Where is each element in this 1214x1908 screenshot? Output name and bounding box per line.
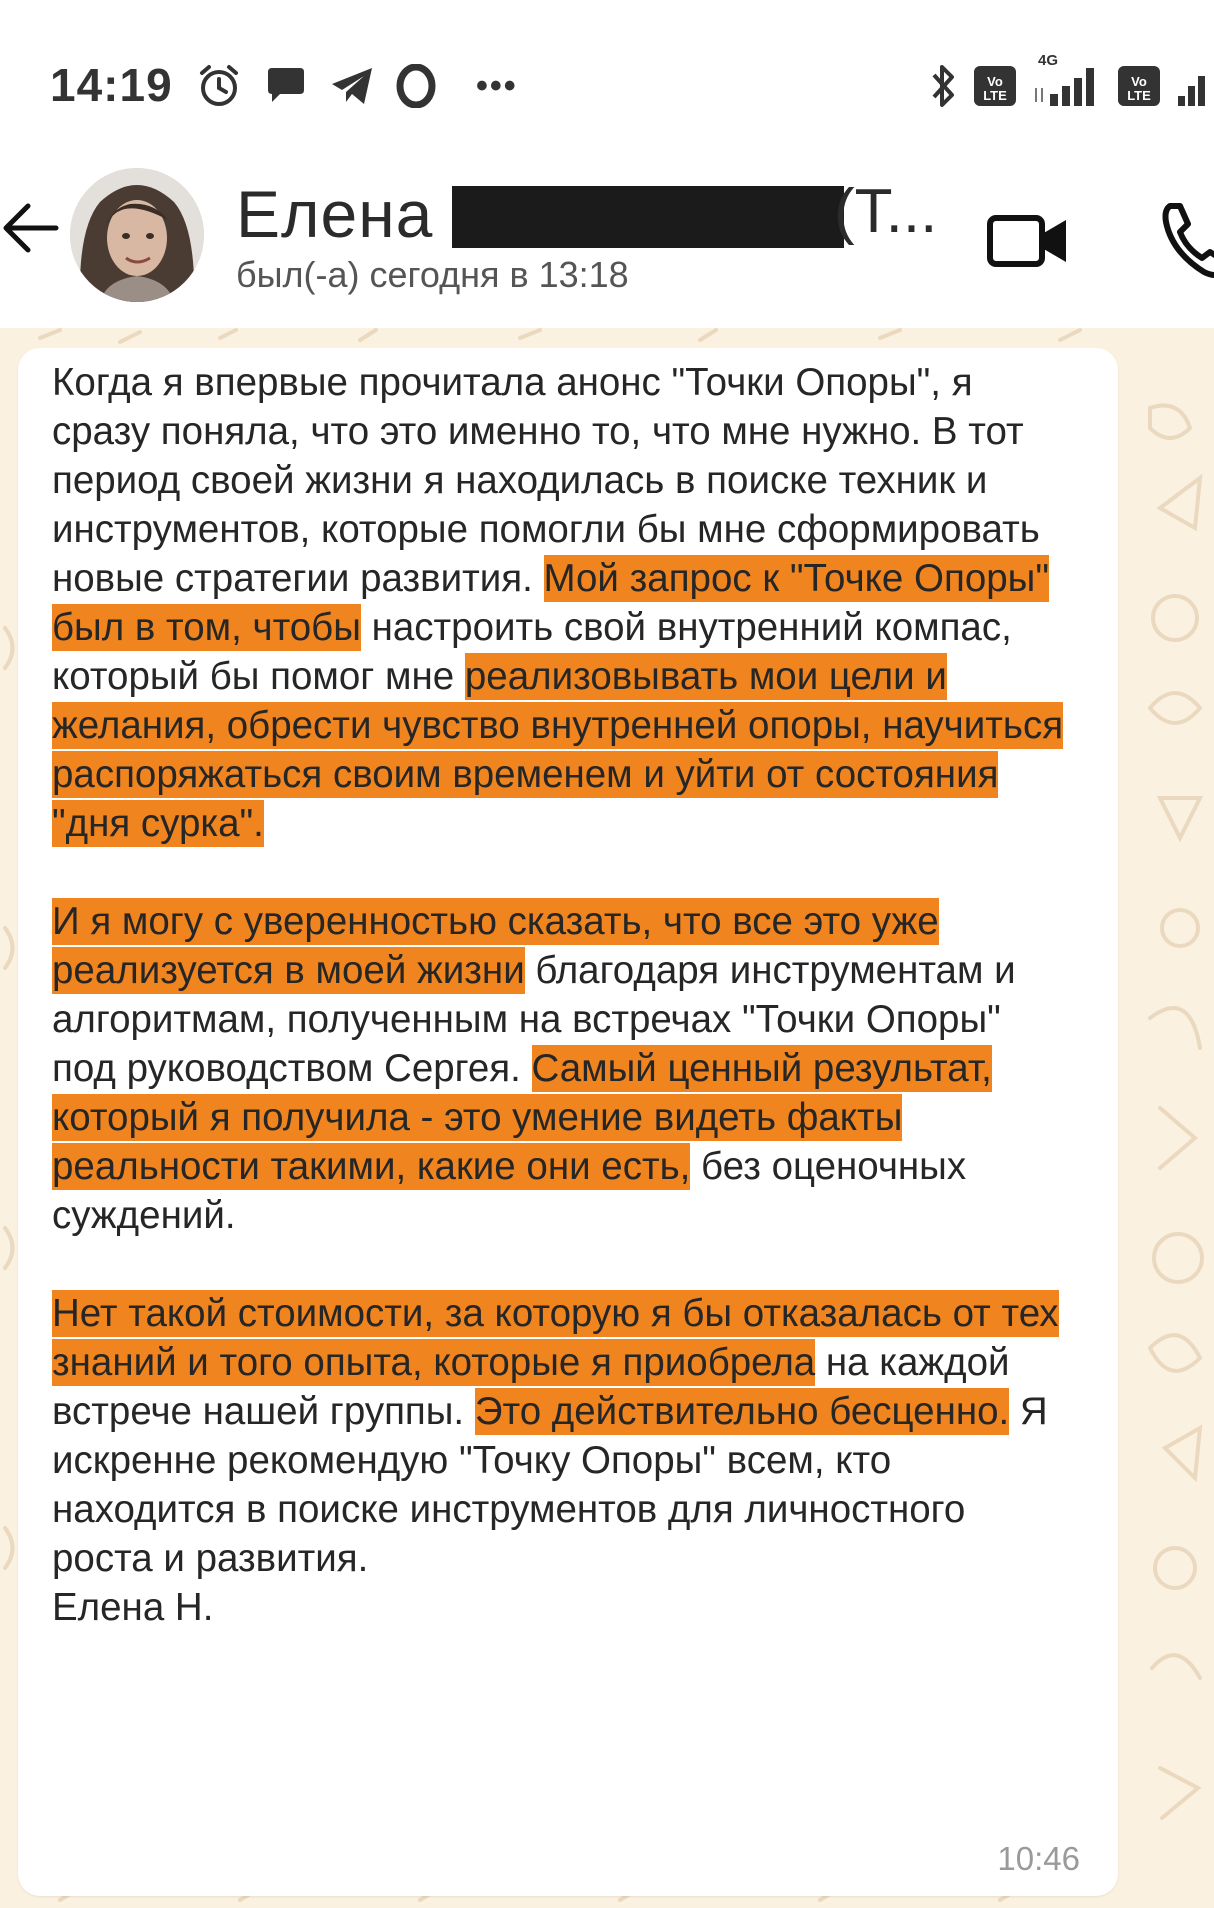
contact-name[interactable]: Елена xyxy=(236,177,434,251)
arrow-left-icon xyxy=(0,198,62,258)
status-bar xyxy=(0,0,1214,150)
video-call-button[interactable] xyxy=(984,204,1074,276)
paragraph-gap xyxy=(52,1240,1072,1289)
voice-call-button[interactable] xyxy=(1160,196,1214,286)
message-text-segment: Я искренне рекомендую "Точку Опоры" всем, кто находится в поиске инструментов для личностного роста и развития. xyxy=(52,1390,1048,1580)
message-text-segment: Елена Н. xyxy=(52,1586,214,1629)
message-paragraph xyxy=(52,1583,1072,1632)
message-paragraph xyxy=(52,897,1072,1240)
highlighted-text: Самый ценный результат, который я получила - это умение видеть факты реальности такими, какие они есть, xyxy=(52,1047,992,1188)
volte-icon: Vo LTE xyxy=(974,66,1016,106)
signal-4g-icon xyxy=(1032,52,1102,106)
signal-icon xyxy=(1176,66,1208,106)
telegram-icon xyxy=(330,66,374,106)
highlighted-text: И я могу с уверенностью сказать, что все это уже реализуется в моей жизни xyxy=(52,900,939,992)
name-redaction-bar xyxy=(452,186,844,248)
message-time: 10:46 xyxy=(997,1840,1080,1877)
message-paragraph xyxy=(52,1289,1072,1583)
contact-photo xyxy=(70,168,204,302)
message-bubble[interactable] xyxy=(18,348,1118,1896)
alarm-icon xyxy=(196,63,242,109)
status-icons-right xyxy=(928,52,1208,114)
message-text-segment: Когда я впервые прочитала анонс "Точки Опоры", я сразу поняла, что это именно то, что мне нужно. В тот период своей жизни я находилась в поиске техник и инструментов, которые помогли бы мне сформировать новые стратегии развития. xyxy=(52,361,1040,600)
last-seen-status: был(-а) сегодня в 13:18 xyxy=(236,254,629,295)
message-text-segment: благодаря инструментам и алгоритмам, полученным на встречах "Точки Опоры" под руководством Сергея. xyxy=(52,949,1016,1090)
highlighted-text: Нет такой стоимости, за которую я бы отказалась от тех знаний и того опыта, которые я приобрела xyxy=(52,1292,1059,1384)
volte-icon: Vo LTE xyxy=(1118,66,1160,106)
network-type-label: 4G xyxy=(1038,52,1059,69)
highlighted-text: Мой запрос к "Точке Опоры" был в том, чтобы xyxy=(52,557,1049,649)
message-paragraph xyxy=(52,358,1072,848)
avatar[interactable] xyxy=(70,168,204,302)
bluetooth-icon xyxy=(928,63,958,109)
chat-area[interactable] xyxy=(0,328,1214,1908)
chat-bubble-icon xyxy=(264,66,308,106)
message-text-segment: без оценочных суждений. xyxy=(52,1145,967,1237)
status-icons-left xyxy=(196,58,518,114)
highlighted-text: Это действительно бесценно. xyxy=(474,1390,1010,1433)
message-text-segment: настроить свой внутренний компас, который бы помог мне xyxy=(52,606,1012,698)
contact-name-suffix: (Т... xyxy=(834,177,938,246)
phone-icon xyxy=(1160,196,1214,286)
chat-header xyxy=(0,150,1214,328)
message-text xyxy=(52,358,1072,1632)
status-time: 14:19 xyxy=(50,59,173,111)
video-camera-icon xyxy=(984,204,1074,276)
opera-icon xyxy=(396,64,436,108)
message-text-segment: на каждой встрече нашей группы. xyxy=(52,1341,1010,1433)
back-button[interactable] xyxy=(0,198,62,258)
highlighted-text: реализовывать мои цели и желания, обрести чувство внутренней опоры, научиться распоряжаться своим временем и уйти от состояния "дня сурка". xyxy=(52,655,1064,845)
paragraph-gap xyxy=(52,848,1072,897)
more-notifications-indicator: ••• xyxy=(476,66,518,105)
